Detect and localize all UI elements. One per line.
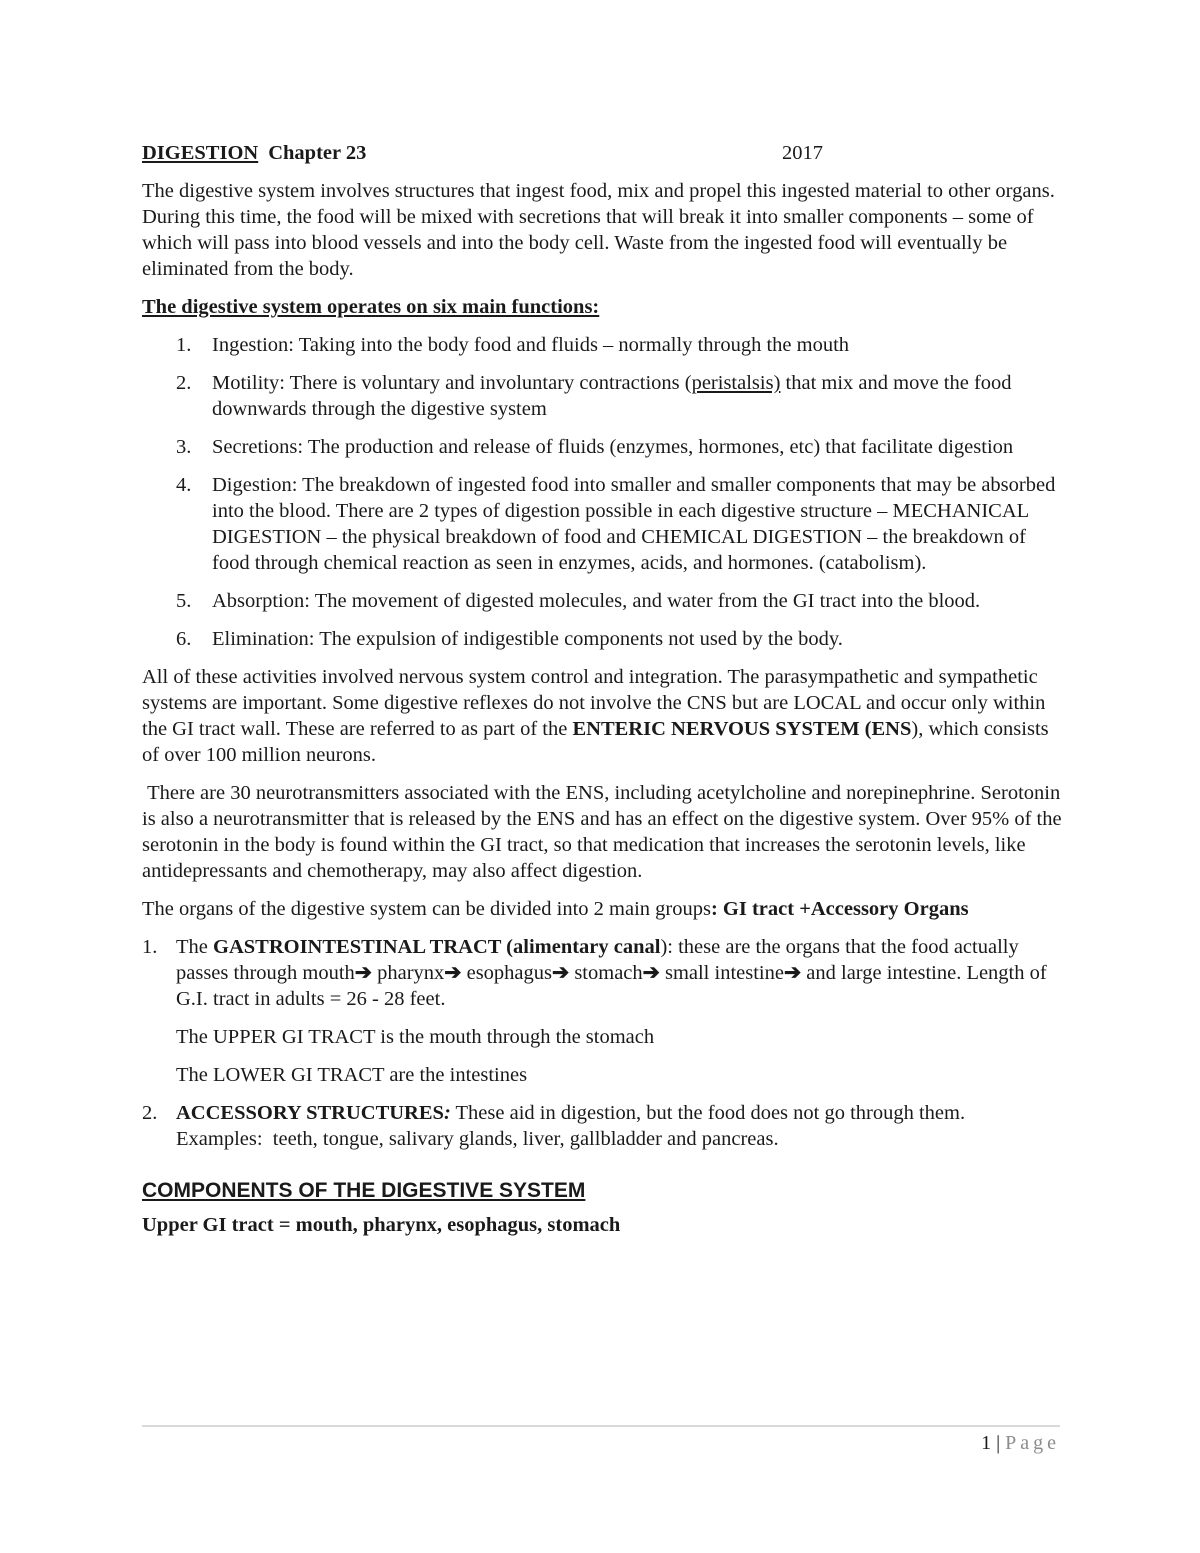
gi-stomach: stomach [569,962,643,984]
upper-gi-heading: Upper GI tract = mouth, pharynx, esophagus, stomach [142,1214,621,1236]
upper-gi-note: The UPPER GI TRACT is the mouth through the stomach [176,1026,655,1048]
list-number: 5. [176,590,192,612]
neurotransmitter-paragraph: There are 30 neurotransmitters associated with the ENS, including acetylcholine and norepinephrine. Serotonin is also a neurotransmitter that is released by the ENS and has an effect on the digestive system. Over 95% of the serotonin in the body is found within the GI tract, so that medication that increases the serotonin levels, like antidepressants and chemotherapy, may also affect digestion. [142,782,1067,882]
arrow-icon: ➔ [552,962,570,984]
list-item [142,370,1062,422]
list-item [142,1100,1062,1152]
accessory-colon: : [443,1102,451,1124]
lower-gi-note: The LOWER GI TRACT are the intestines [176,1064,528,1086]
list-item-text: Elimination: The expulsion of indigestible components not used by the body. [212,628,843,650]
list-number: 2. [142,1102,158,1124]
list-item [142,626,1062,652]
page-footer [981,1432,1060,1455]
chapter-label: Chapter 23 [268,142,367,164]
list-number: 1. [142,936,158,958]
peristalsis-term: peristalsis) [691,372,781,394]
list-number: 1. [176,334,192,356]
gi-tract-term: GASTROINTESTINAL TRACT (alimentary canal [213,936,661,958]
list-item-text: Secretions: The production and release of fluids (enzymes, hormones, etc) that facilitate digestion [212,436,1014,458]
list-number: 4. [176,474,192,496]
gi-tail: and large intestine. Length of G.I. tract in adults = 26 - 28 feet. [176,962,1047,1010]
list-number: 3. [176,436,192,458]
groups-text: The organs of the digestive system can be divided into 2 main groups [142,898,711,920]
components-heading: COMPONENTS OF THE DIGESTIVE SYSTEM [142,1179,586,1202]
gi-esophagus: esophagus [461,962,553,984]
groups-paragraph [142,896,1062,922]
document-page [142,140,1067,1238]
list-item [142,472,1062,576]
functions-list [142,332,1062,652]
nervous-text: All of these activities involved nervous system control and integration. The parasympathetic and sympathetic systems are important. Some digestive reflexes do not involve the CNS but are LOCAL and occur only within the GI tract wall. These are referred to as part of the [142,666,1046,740]
accessory-term: ACCESSORY STRUCTURES [176,1102,444,1124]
gi-small-intestine: small intestine [659,962,784,984]
title-row [142,140,1062,166]
functions-heading: The digestive system operates on six main functions: [142,296,600,318]
list-item [142,934,1062,1088]
arrow-icon: ➔ [354,962,372,984]
gi-pharynx: pharynx [371,962,445,984]
accessory-text: These aid in digestion, but the food does not go through them. Examples: teeth, tongue, salivary glands, liver, gallbladder and pancreas. [176,1102,1007,1150]
ens-term: ENTERIC NERVOUS SYSTEM (ENS [572,718,912,740]
list-number: 2. [176,372,192,394]
document-title: DIGESTION [142,142,259,164]
list-item-text: Digestion: The breakdown of ingested food into smaller and smaller components that may be absorbed into the blood. There are 2 types of digestion possible in each digestive structure – MECHANICAL DIGESTION – the physical breakdown of food and CHEMICAL DIGESTION – the breakdown of food through chemical reaction as seen in enzymes, acids, and hormones. (catabolism). [212,474,1056,574]
arrow-icon: ➔ [642,962,660,984]
gi-the: The [176,936,213,958]
nervous-text-post: ), which consists of over 100 million neurons. [142,718,1049,766]
list-item-text: Ingestion: Taking into the body food and fluids – normally through the mouth [212,334,850,356]
arrow-icon: ➔ [783,962,802,984]
list-item [142,588,1062,614]
groups-bold: : GI tract +Accessory Organs [710,898,969,920]
organs-list [142,934,1062,1152]
list-item [142,332,1062,358]
year-label: 2017 [782,142,823,164]
intro-paragraph: The digestive system involves structures that ingest food, mix and propel this ingested material to other organs. During this time, the food will be mixed with secretions that will break it into smaller components – some of which will pass into blood vessels and into the body cell. Waste from the ingested food will eventually be eliminated from the body. [142,180,1055,280]
list-item [142,434,1062,460]
list-item-text-post: that mix and move the food downwards through the digestive system [212,372,1012,420]
footer-separator: | [991,1432,1006,1454]
gi-text: ): these are the organs that the food actually passes through mouth [176,936,1019,984]
list-item-text-pre: Motility: There is voluntary and involuntary contractions ( [212,372,692,394]
page-label: Page [1005,1432,1060,1454]
arrow-icon: ➔ [444,962,462,984]
nervous-system-paragraph [142,664,1062,768]
list-item-text: Absorption: The movement of digested molecules, and water from the GI tract into the blood. [212,590,981,612]
list-number: 6. [176,628,192,650]
page-number: 1 [981,1432,992,1454]
footer-divider [142,1425,1060,1427]
